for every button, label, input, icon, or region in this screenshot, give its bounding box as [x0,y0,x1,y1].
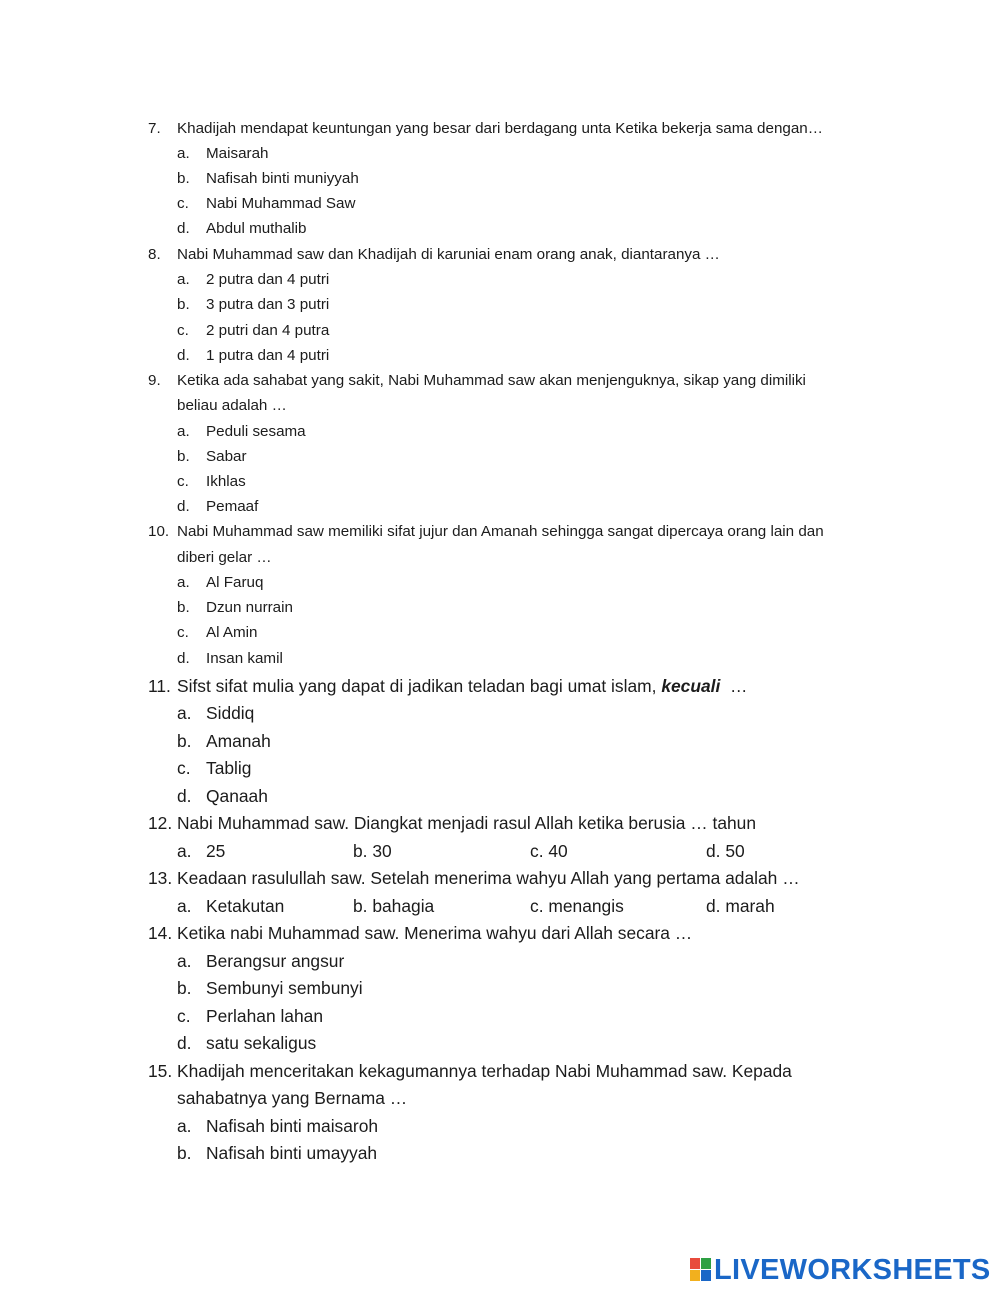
question-number: 12. [148,813,173,833]
option-text: 1 putra dan 4 putri [206,347,330,364]
option-12a[interactable]: 25 [206,841,226,861]
badge-square-green [701,1258,711,1269]
question-text: Ketika nabi Muhammad saw. Menerima wahyu dari Allah secara … [177,923,693,943]
question-text: Ketika ada sahabat yang sakit, Nabi Muhammad saw akan menjenguknya, sikap yang dimiliki [177,372,806,389]
option-letter: b. [177,731,192,751]
option-letter: a. [177,896,192,916]
option-letter: a. [177,574,190,591]
option-letter: c. [177,195,189,212]
option-13c[interactable]: c. menangis [530,896,624,916]
option-letter: d. [177,498,190,515]
question-text: Khadijah mendapat keuntungan yang besar dari berdagang unta Ketika bekerja sama dengan… [177,120,823,137]
option-text: Al Amin [206,624,258,641]
question-number: 15. [148,1061,173,1081]
option-text: Berangsur angsur [206,951,345,971]
option-letter: c. [177,624,189,641]
question-number: 10. [148,523,170,540]
option-text: Amanah [206,731,271,751]
option-letter: b. [177,296,190,313]
option-text: Peduli sesama [206,423,306,440]
question-text: Nabi Muhammad saw memiliki sifat jujur dan Amanah sehingga sangat dipercaya orang lain dan [177,523,824,540]
option-text: Dzun nurrain [206,599,293,616]
option-text: Ikhlas [206,473,246,490]
option-text: Abdul muthalib [206,220,307,237]
option-letter: a. [177,841,192,861]
liveworksheets-logo[interactable] [690,1254,990,1286]
option-letter: b. [177,448,190,465]
question-text: Nabi Muhammad saw. Diangkat menjadi rasul Allah ketika berusia … tahun [177,813,757,833]
option-letter: c. [177,473,189,490]
question-text-line2: diberi gelar … [177,549,272,566]
question-number: 7. [148,120,161,137]
option-13a[interactable]: Ketakutan [206,896,285,916]
question-text-line2: beliau adalah … [177,397,287,414]
option-text: Perlahan lahan [206,1006,323,1026]
option-13d[interactable]: d. marah [706,896,775,916]
option-letter: a. [177,951,192,971]
question-text: Khadijah menceritakan kekagumannya terhadap Nabi Muhammad saw. Kepada [177,1061,792,1081]
option-letter: b. [177,599,190,616]
badge-square-blue [701,1270,711,1281]
option-text: Qanaah [206,786,268,806]
question-text: Nabi Muhammad saw dan Khadijah di karuniai enam orang anak, diantaranya … [177,246,720,263]
option-letter: d. [177,650,190,667]
option-text: Sabar [206,448,247,465]
option-letter: a. [177,1116,192,1136]
question-text: Keadaan rasulullah saw. Setelah menerima wahyu Allah yang pertama adalah … [177,868,800,888]
option-text: Nafisah binti maisaroh [206,1116,379,1136]
question-text-line2: sahabatnya yang Bernama … [177,1088,408,1108]
badge-square-yellow [690,1270,700,1281]
question-number: 8. [148,246,161,263]
option-text: satu sekaligus [206,1033,317,1053]
question-text-wrap [177,676,747,697]
option-letter: b. [177,1143,192,1163]
question-ellipsis: … [729,676,748,696]
emphasis-word: kecuali [661,676,721,696]
question-text: Sifst sifat mulia yang dapat di jadikan teladan bagi umat islam, [177,676,657,696]
option-letter: b. [177,978,192,998]
option-text: Nafisah binti muniyyah [206,170,359,187]
logo-text: LIVEWORKSHEETS [714,1254,991,1286]
option-text: Sembunyi sembunyi [206,978,363,998]
option-text: Nabi Muhammad Saw [206,195,356,212]
option-letter: a. [177,145,190,162]
question-number: 14. [148,923,173,943]
option-text: Tablig [206,758,252,778]
option-letter: b. [177,170,190,187]
liveworksheets-badge-icon [690,1258,712,1282]
option-letter: d. [177,786,192,806]
option-letter: a. [177,703,192,723]
option-12d[interactable]: d. 50 [706,841,745,861]
option-text: 3 putra dan 3 putri [206,296,330,313]
option-text: 2 putra dan 4 putri [206,271,330,288]
option-letter: a. [177,423,190,440]
question-number: 13. [148,868,173,888]
option-letter: d. [177,1033,192,1053]
question-number: 9. [148,372,161,389]
badge-square-red [690,1258,700,1269]
option-text: Insan kamil [206,650,283,667]
option-letter: c. [177,1006,191,1026]
option-text: Siddiq [206,703,255,723]
option-letter: d. [177,220,190,237]
option-text: Pemaaf [206,498,259,515]
option-letter: a. [177,271,190,288]
option-letter: d. [177,347,190,364]
option-text: 2 putri dan 4 putra [206,322,330,339]
option-text: Maisarah [206,145,269,162]
option-12c[interactable]: c. 40 [530,841,568,861]
option-12b[interactable]: b. 30 [353,841,392,861]
option-text: Al Faruq [206,574,264,591]
option-letter: c. [177,758,191,778]
option-13b[interactable]: b. bahagia [353,896,435,916]
option-text: Nafisah binti umayyah [206,1143,378,1163]
question-number: 11. [148,676,171,696]
option-letter: c. [177,322,189,339]
